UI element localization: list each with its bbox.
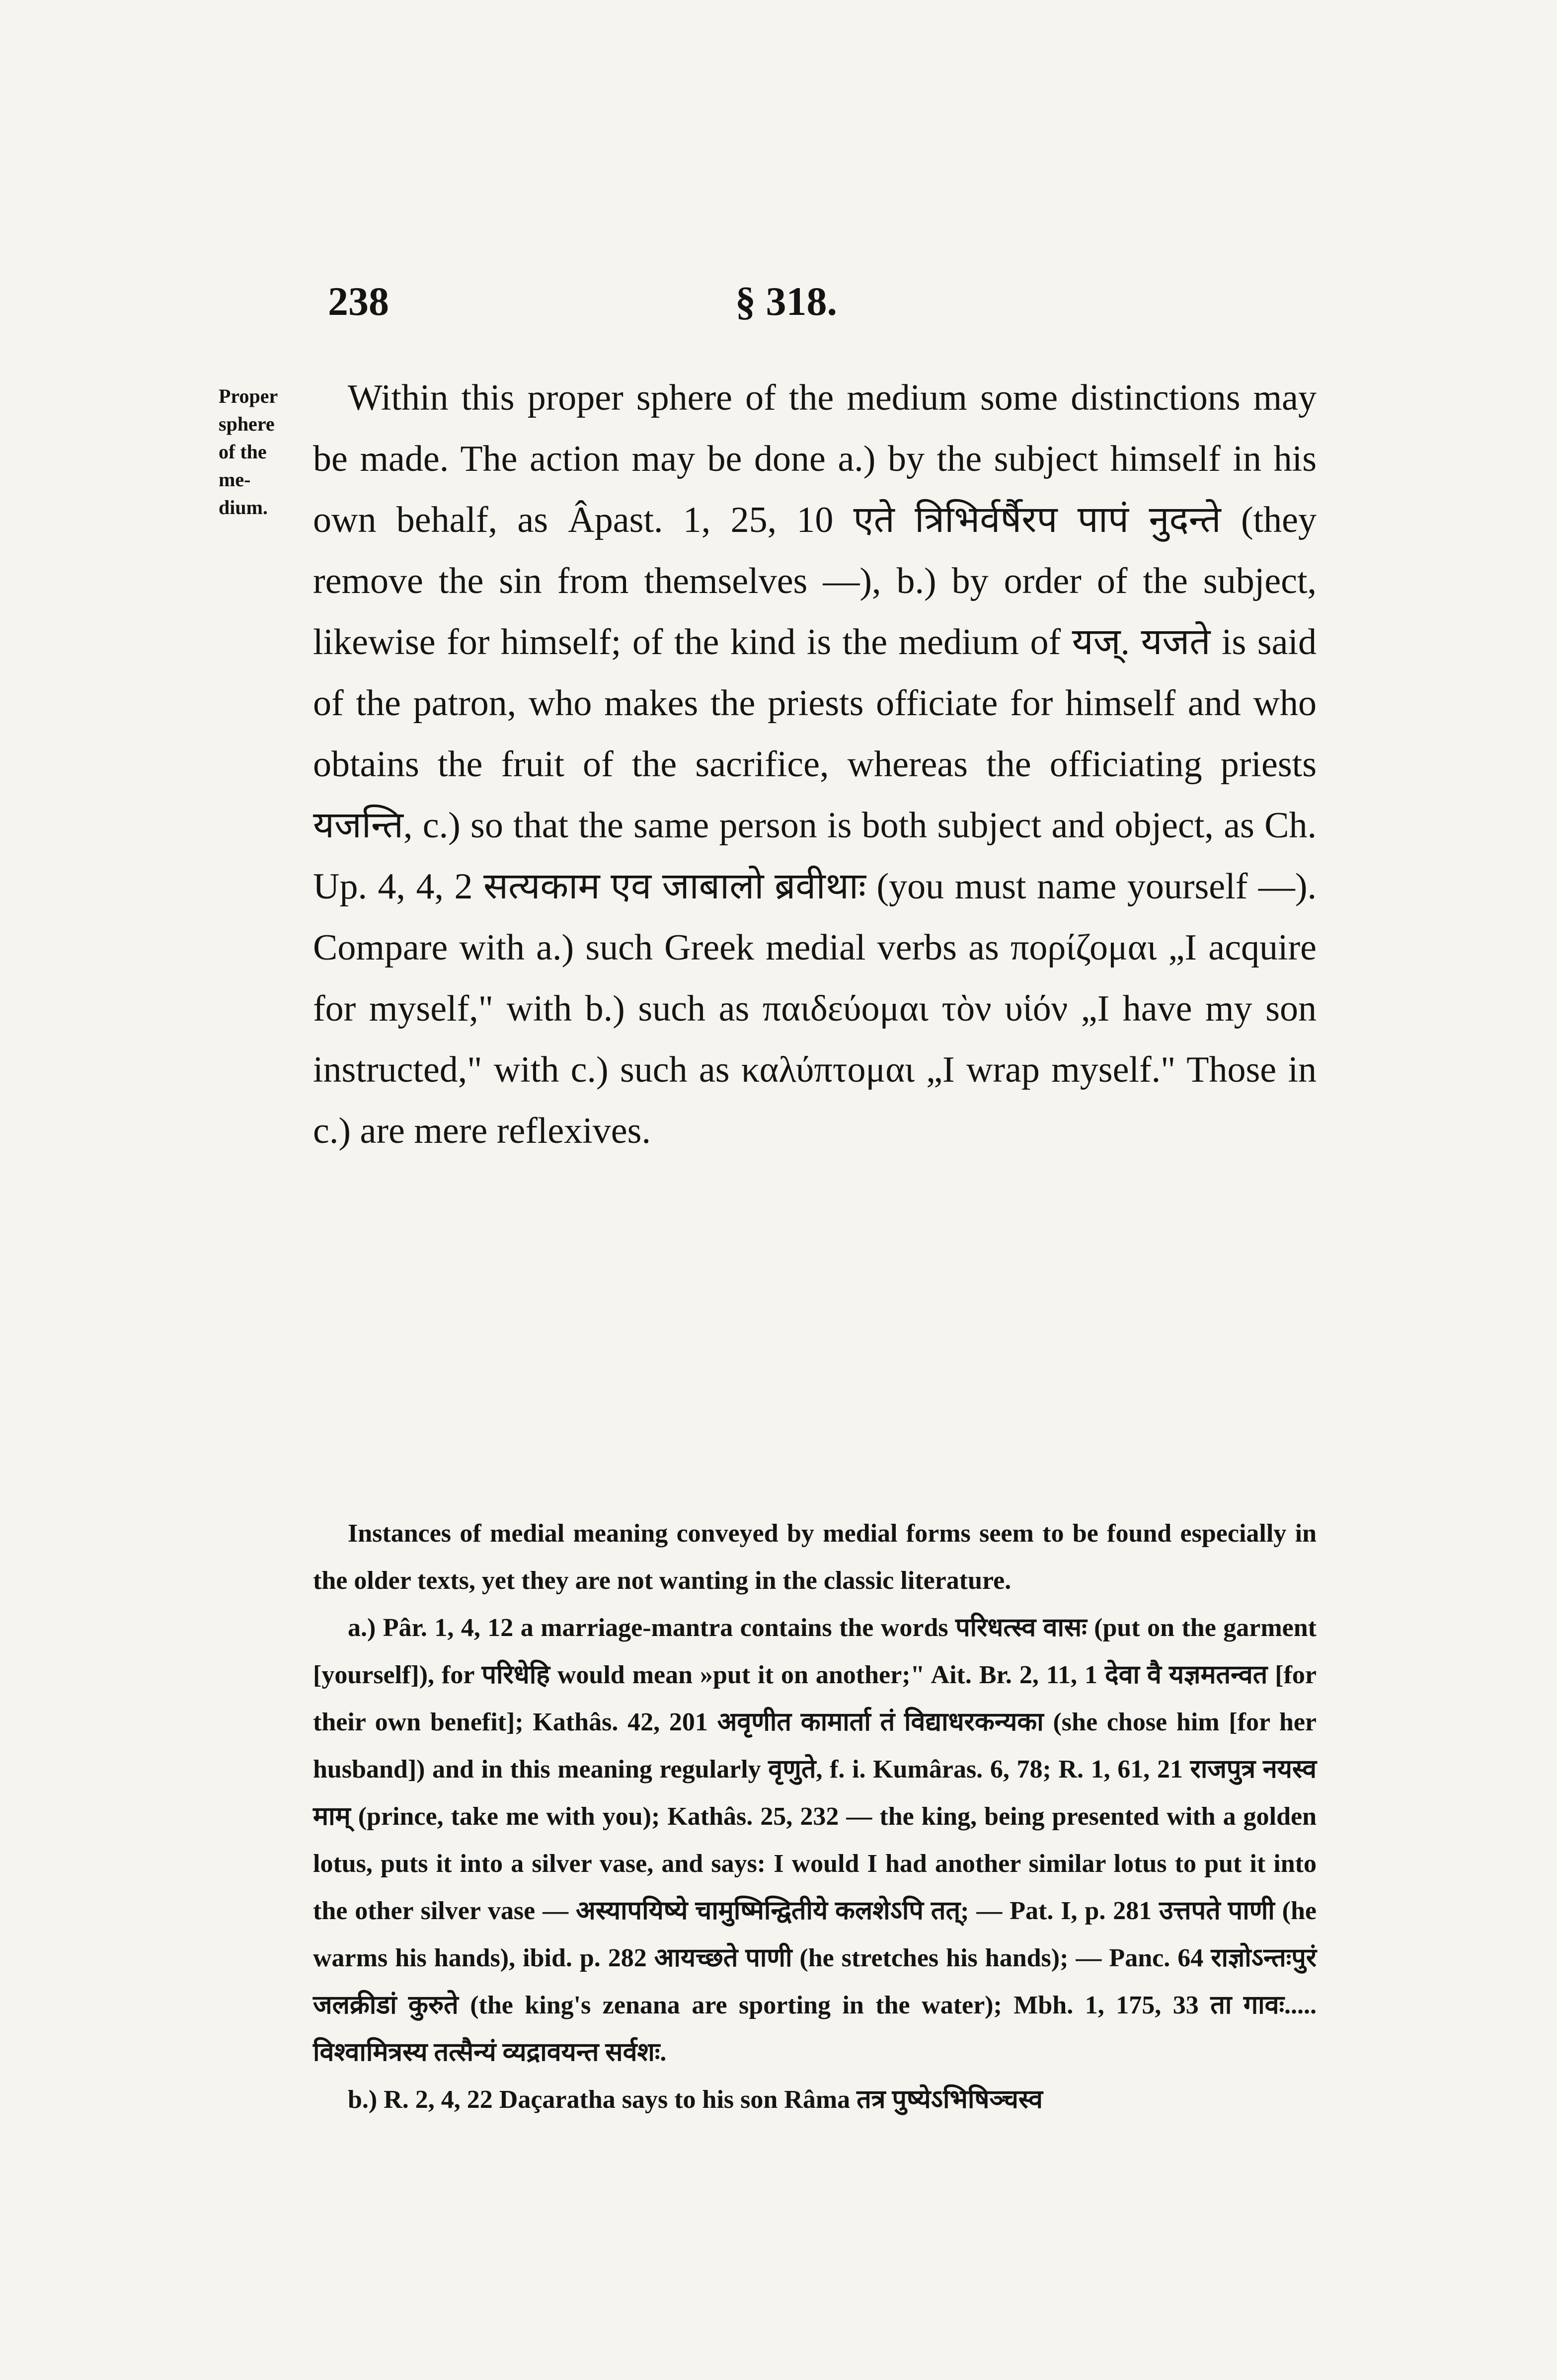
- page-number: 238: [328, 279, 389, 324]
- main-text: [313, 368, 1317, 1162]
- small-print-notes: [313, 1510, 1317, 2123]
- margin-note-line: Proper: [219, 385, 278, 407]
- main-paragraph: Within this proper sphere of the medium some distinctions may be made. The action may be done a.) by the subject himself in his own behalf, as Âpast. 1, 25, 10 एते त्रिभिर्वर्षैरप पापं नुदन्ते (they remove the sin from themselves —), b.) by order of the subject, likewise for himself; of the kind is the medium of यज्. यजते is said of the patron, who makes the priests officiate for himself and who obtains the fruit of the sacrifice, whereas the officiating priests यजन्ति, c.) so that the same person is both subject and object, as Ch. Up. 4, 4, 2 सत्यकाम एव जाबालो ब्रवीथाः (you must name yourself —). Compare with a.) such Greek medial verbs as πορίζομαι „I acquire for myself," with b.) such as παιδεύομαι τὸν υἱόν „I have my son instructed," with c.) such as καλύπτομαι „I wrap myself." Those in c.) are mere reflexives.: [313, 377, 1317, 1151]
- margin-note-line: sphere: [219, 413, 275, 435]
- note-paragraph: b.) R. 2, 4, 22 Daçaratha says to his son Râma तत्र पुष्येऽभिषिञ्चस्व: [348, 2085, 1043, 2114]
- section-heading: § 318.: [735, 279, 837, 324]
- margin-note-line: dium.: [219, 496, 268, 519]
- margin-note-line: me-: [219, 468, 251, 491]
- margin-note-line: of the: [219, 441, 267, 463]
- note-paragraph: Instances of medial meaning conveyed by medial forms seem to be found especially in the older texts, yet they are not wanting in the classic literature.: [313, 1519, 1317, 1595]
- page-header: [328, 278, 1322, 333]
- note-paragraph: a.) Pâr. 1, 4, 12 a marriage-mantra contains the words परिधत्स्व वासः (put on the garment [yourself]), for परिधेहि would mean »put it on another;" Ait. Br. 2, 11, 1 देवा वै यज्ञमतन्वत [for their own benefit]; Kathâs. 42, 201 अवृणीत कामार्ता तं विद्याधरकन्यका (she chose him [for her husband]) and in this meaning regularly वृणुते, f. i. Kumâras. 6, 78; R. 1, 61, 21 राजपुत्र नयस्व माम् (prince, take me with you); Kathâs. 25, 232 — the king, being presented with a golden lotus, puts it into a silver vase, and says: I would I had another similar lotus to put it into the other silver vase — अस्यापयिष्ये चामुष्मिन्द्वितीये कलशेऽपि तत्; — Pat. I, p. 281 उत्तपते पाणी (he warms his hands), ibid. p. 282 आयच्छते पाणी (he stretches his hands); — Panc. 64 राज्ञोऽन्तःपुरं जलक्रीडां कुरुते (the king's zenana are sporting in the water); Mbh. 1, 175, 33 ता गावः..... विश्वामित्रस्य तत्सैन्यं व्यद्रावयन्त सर्वशः.: [313, 1614, 1317, 2067]
- margin-note: [219, 382, 303, 521]
